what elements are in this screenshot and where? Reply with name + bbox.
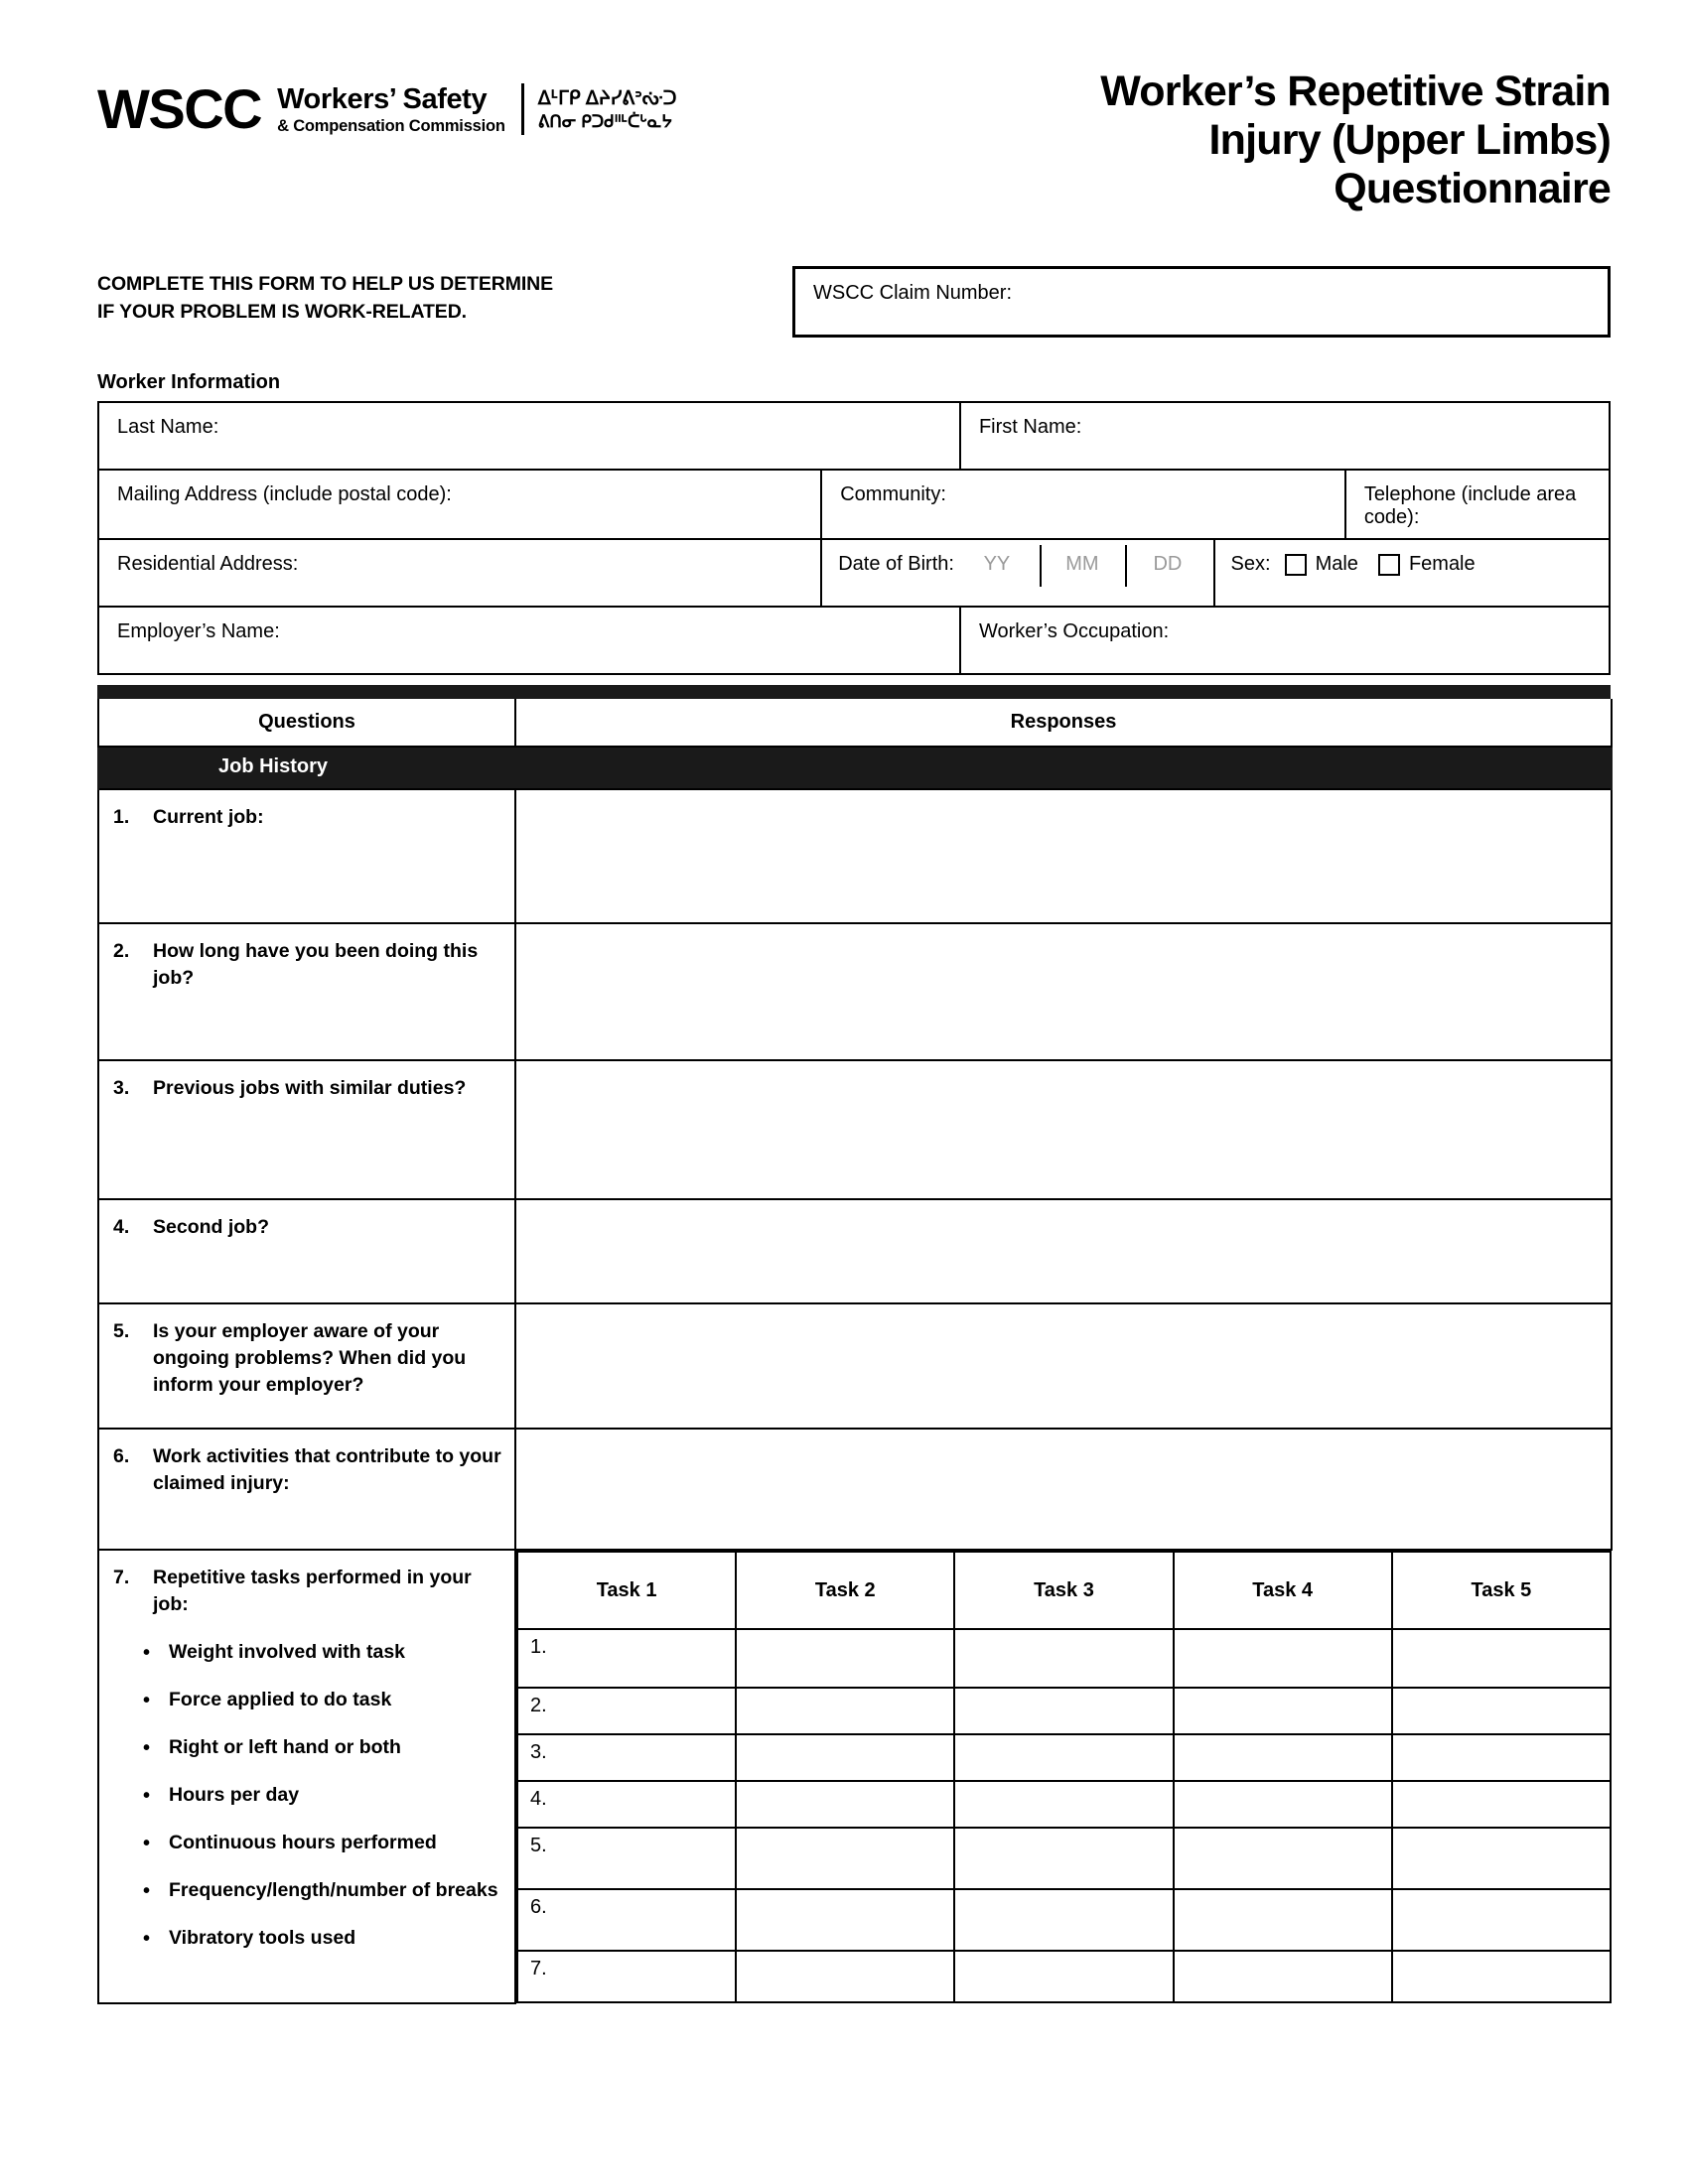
task-cell-row5-col3[interactable] xyxy=(954,1828,1173,1889)
task-cell-row6-col2[interactable] xyxy=(736,1889,954,1951)
community-field[interactable] xyxy=(821,470,1345,539)
question-number: 6. xyxy=(113,1445,130,1467)
task-column-header-3: Task 3 xyxy=(954,1552,1173,1629)
list-item xyxy=(113,1688,506,1713)
bullet-label: Right or left hand or both xyxy=(169,1735,401,1758)
table-row xyxy=(517,1781,1611,1828)
table-row xyxy=(517,1629,1611,1688)
question-3 xyxy=(98,1060,515,1199)
worker-occupation-field[interactable] xyxy=(960,607,1610,674)
bullet-icon: • xyxy=(143,1784,151,1807)
list-item xyxy=(113,1831,506,1856)
bullet-icon: • xyxy=(143,1736,151,1759)
task-cell-row3-col1[interactable]: 3. xyxy=(517,1734,736,1781)
list-item xyxy=(113,1640,506,1666)
intro-line1: COMPLETE THIS FORM TO HELP US DETERMINE xyxy=(97,273,554,295)
bullet-label: Continuous hours performed xyxy=(169,1831,437,1853)
list-item xyxy=(113,1878,506,1904)
response-1-field[interactable] xyxy=(515,789,1612,923)
questionnaire-header-row xyxy=(98,699,1612,747)
task-cell-row1-col2[interactable] xyxy=(736,1629,954,1688)
bullet-icon: • xyxy=(143,1641,151,1664)
question-text: Current job: xyxy=(153,806,264,828)
task-grid-header-row xyxy=(517,1552,1611,1629)
sex-female-label: Female xyxy=(1408,553,1476,575)
table-row xyxy=(98,1303,1612,1429)
task-cell-row4-col4[interactable] xyxy=(1174,1781,1392,1828)
list-item xyxy=(113,1783,506,1809)
question-1 xyxy=(98,789,515,923)
question-7 xyxy=(98,1550,515,2003)
sex-label: Sex: xyxy=(1230,553,1271,575)
page-header xyxy=(97,60,1611,213)
first-name-label: First Name: xyxy=(978,416,1082,438)
task-cell-row4-col1[interactable]: 4. xyxy=(517,1781,736,1828)
task-cell-row7-col1[interactable]: 7. xyxy=(517,1951,736,2002)
bullet-label: Weight involved with task xyxy=(169,1640,406,1663)
task-cell-row2-col1[interactable]: 2. xyxy=(517,1688,736,1734)
task-cell-row6-col3[interactable] xyxy=(954,1889,1173,1951)
question-5 xyxy=(98,1303,515,1429)
questionnaire-section xyxy=(97,685,1611,2004)
checkbox-icon[interactable] xyxy=(1378,554,1400,576)
wscc-logo-wordmark xyxy=(277,83,505,135)
table-row xyxy=(98,539,1610,607)
checkbox-icon[interactable] xyxy=(1285,554,1307,576)
task-cell-row3-col2[interactable] xyxy=(736,1734,954,1781)
table-row xyxy=(98,1550,1612,2003)
mailing-address-field[interactable] xyxy=(98,470,821,539)
job-history-band xyxy=(98,747,1612,789)
response-2-field[interactable] xyxy=(515,923,1612,1060)
question-number: 3. xyxy=(113,1077,130,1099)
task-grid-cell xyxy=(515,1550,1612,2003)
task-cell-row1-col1[interactable]: 1. xyxy=(517,1629,736,1688)
page-title xyxy=(1100,60,1611,213)
intro-row xyxy=(97,266,1611,343)
dob-day-input[interactable]: DD xyxy=(1125,553,1210,576)
question-number: 7. xyxy=(113,1567,130,1588)
question-number: 4. xyxy=(113,1216,130,1238)
table-row xyxy=(517,1889,1611,1951)
task-cell-row5-col5[interactable] xyxy=(1392,1828,1611,1889)
table-row xyxy=(98,1060,1612,1199)
date-of-birth-label: Date of Birth: xyxy=(838,553,954,575)
sex-male-option[interactable] xyxy=(1285,553,1358,576)
task-cell-row2-col5[interactable] xyxy=(1392,1688,1611,1734)
task-cell-row6-col1[interactable]: 6. xyxy=(517,1889,736,1951)
task-cell-row3-col5[interactable] xyxy=(1392,1734,1611,1781)
task-cell-row7-col2[interactable] xyxy=(736,1951,954,2002)
task-cell-row3-col4[interactable] xyxy=(1174,1734,1392,1781)
bullet-icon: • xyxy=(143,1689,151,1711)
wscc-logo-syllabics xyxy=(538,85,677,134)
task-cell-row6-col5[interactable] xyxy=(1392,1889,1611,1951)
page-title-line3: Questionnaire xyxy=(1334,165,1611,213)
table-row xyxy=(98,1429,1612,1550)
wscc-logo-line2: & Compensation Commission xyxy=(277,116,505,135)
telephone-label: Telephone (include area code): xyxy=(1363,483,1577,528)
last-name-label: Last Name: xyxy=(117,416,219,438)
table-row xyxy=(98,1199,1612,1303)
question-2 xyxy=(98,923,515,1060)
task-cell-row1-col3[interactable] xyxy=(954,1629,1173,1688)
bullet-label: Frequency/length/number of breaks xyxy=(169,1878,498,1901)
table-row xyxy=(98,789,1612,923)
claim-number-field[interactable] xyxy=(792,266,1611,338)
task-cell-row7-col3[interactable] xyxy=(954,1951,1173,2002)
residential-address-field[interactable] xyxy=(98,539,821,607)
repetitive-task-grid xyxy=(516,1551,1612,2003)
table-row xyxy=(98,402,1610,470)
task-cell-row2-col2[interactable] xyxy=(736,1688,954,1734)
task-cell-row5-col1[interactable]: 5. xyxy=(517,1828,736,1889)
table-row xyxy=(517,1951,1611,2002)
question-number: 2. xyxy=(113,940,130,962)
date-of-birth-field[interactable] xyxy=(821,539,1213,607)
question-text: Repetitive tasks performed in your job: xyxy=(153,1567,472,1615)
sex-female-option[interactable] xyxy=(1378,553,1476,576)
question-text: How long have you been doing this job? xyxy=(153,940,479,989)
dob-year-input[interactable]: YY xyxy=(983,553,1011,575)
table-row xyxy=(517,1828,1611,1889)
question-6 xyxy=(98,1429,515,1550)
first-name-field[interactable] xyxy=(960,402,1610,470)
table-row xyxy=(517,1734,1611,1781)
question-number: 5. xyxy=(113,1320,130,1342)
last-name-field[interactable] xyxy=(98,402,960,470)
task-cell-row1-col5[interactable] xyxy=(1392,1629,1611,1688)
question-text: Previous jobs with similar duties? xyxy=(153,1077,467,1099)
community-label: Community: xyxy=(840,483,946,505)
task-cell-row2-col3[interactable] xyxy=(954,1688,1173,1734)
task-column-header-5: Task 5 xyxy=(1392,1552,1611,1629)
intro-line2: IF YOUR PROBLEM IS WORK-RELATED. xyxy=(97,301,467,324)
table-row xyxy=(98,607,1610,674)
table-row xyxy=(98,470,1610,539)
task-cell-row6-col4[interactable] xyxy=(1174,1889,1392,1951)
task-column-header-4: Task 4 xyxy=(1174,1552,1392,1629)
worker-information-table xyxy=(97,401,1611,675)
page-title-line2: Injury (Upper Limbs) xyxy=(1208,116,1611,165)
task-column-header-2: Task 2 xyxy=(736,1552,954,1629)
task-cell-row5-col2[interactable] xyxy=(736,1828,954,1889)
bullet-label: Force applied to do task xyxy=(169,1688,392,1710)
wscc-logo xyxy=(97,60,677,140)
intro-instruction xyxy=(97,266,792,327)
column-header-questions: Questions xyxy=(98,699,515,747)
table-row xyxy=(517,1688,1611,1734)
task-cell-row7-col4[interactable] xyxy=(1174,1951,1392,2002)
response-5-field[interactable] xyxy=(515,1303,1612,1429)
response-6-field[interactable] xyxy=(515,1429,1612,1550)
syllabics-line1: ᐃᒻᒥᑭ ᐃᔨᓯᕕᐣᔠᑐ xyxy=(537,87,677,109)
question-text: Second job? xyxy=(153,1216,269,1238)
list-item xyxy=(113,1926,506,1952)
claim-number-label: WSCC Claim Number: xyxy=(813,282,1013,304)
bullet-icon: • xyxy=(143,1927,151,1950)
task-cell-row2-col4[interactable] xyxy=(1174,1688,1392,1734)
job-history-band-label: Job History xyxy=(98,747,1612,789)
task-column-header-1: Task 1 xyxy=(517,1552,736,1629)
task-cell-row1-col4[interactable] xyxy=(1174,1629,1392,1688)
wscc-logo-line1: Workers’ Safety xyxy=(277,83,488,116)
table-row xyxy=(98,923,1612,1060)
bullet-icon: • xyxy=(143,1832,151,1854)
worker-occupation-label: Worker’s Occupation: xyxy=(978,620,1170,642)
questionnaire-table xyxy=(97,699,1613,2004)
sex-male-label: Male xyxy=(1315,553,1358,575)
list-item xyxy=(113,1735,506,1761)
sex-field[interactable] xyxy=(1214,539,1610,607)
mailing-address-label: Mailing Address (include postal code): xyxy=(117,483,452,505)
wscc-acronym-logo: WSCC xyxy=(97,77,262,140)
bullet-icon: • xyxy=(143,1879,151,1902)
response-4-field[interactable] xyxy=(515,1199,1612,1303)
question-7-bullet-list xyxy=(113,1640,506,1952)
task-cell-row5-col4[interactable] xyxy=(1174,1828,1392,1889)
task-cell-row4-col3[interactable] xyxy=(954,1781,1173,1828)
task-cell-row3-col3[interactable] xyxy=(954,1734,1173,1781)
section-divider-bar xyxy=(97,685,1611,699)
worker-information-heading: Worker Information xyxy=(97,371,281,393)
telephone-field[interactable] xyxy=(1345,470,1610,539)
employer-name-label: Employer’s Name: xyxy=(117,620,280,642)
column-header-responses: Responses xyxy=(515,699,1612,747)
question-number: 1. xyxy=(113,806,130,828)
task-cell-row4-col5[interactable] xyxy=(1392,1781,1611,1828)
response-3-field[interactable] xyxy=(515,1060,1612,1199)
question-4 xyxy=(98,1199,515,1303)
page-title-line1: Worker’s Repetitive Strain xyxy=(1100,68,1611,115)
task-cell-row4-col2[interactable] xyxy=(736,1781,954,1828)
syllabics-line2: ᕕᑎᓂ ᑭᑐᑯᐦᒻᑖᒡᓇᔭ xyxy=(537,112,672,132)
logo-vertical-divider xyxy=(521,83,524,135)
dob-month-input[interactable]: MM xyxy=(1040,553,1125,576)
question-text: Work activities that contribute to your claimed injury: xyxy=(153,1445,501,1494)
task-cell-row7-col5[interactable] xyxy=(1392,1951,1611,2002)
bullet-label: Vibratory tools used xyxy=(169,1926,356,1949)
employer-name-field[interactable] xyxy=(98,607,960,674)
question-text: Is your employer aware of your ongoing problems? When did you inform your employer? xyxy=(153,1320,467,1396)
residential-address-label: Residential Address: xyxy=(117,553,299,575)
bullet-label: Hours per day xyxy=(169,1783,300,1806)
